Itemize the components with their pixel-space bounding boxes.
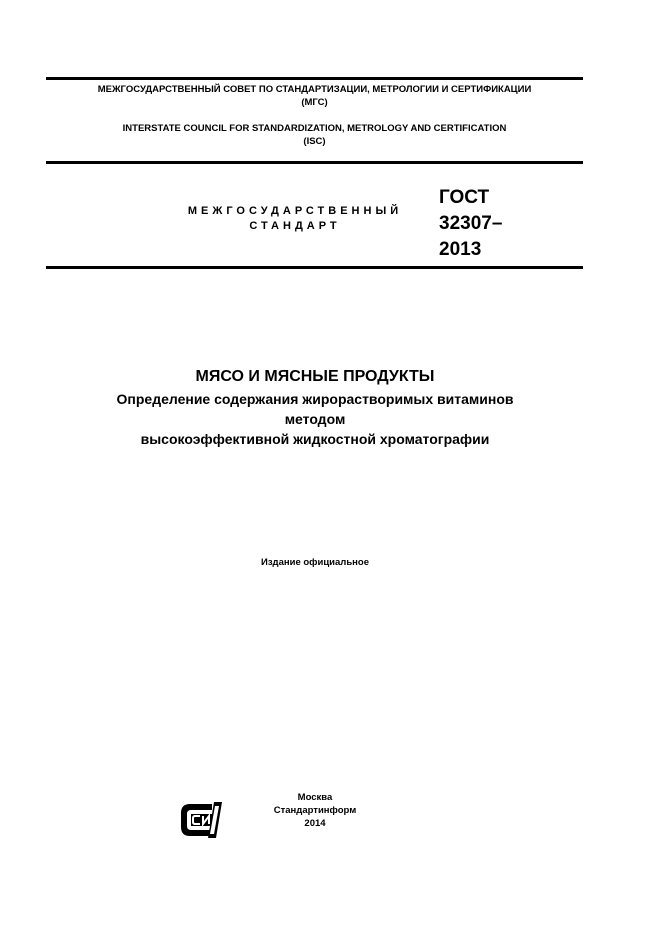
council-abbr-ru: (МГС) bbox=[301, 97, 328, 108]
council-abbr-en: (ISC) bbox=[303, 136, 326, 147]
document-title: МЯСО И МЯСНЫЕ ПРОДУКТЫ bbox=[195, 368, 435, 385]
council-name-en: INTERSTATE COUNCIL FOR STANDARDIZATION, METROLOGY AND CERTIFICATION bbox=[122, 123, 507, 134]
publisher-name: Стандартинформ bbox=[273, 805, 357, 816]
header-divider-rule bbox=[46, 161, 583, 164]
document-subtitle-line2: методом bbox=[284, 411, 346, 427]
council-name-ru: МЕЖГОСУДАРСТВЕННЫЙ СОВЕТ ПО СТАНДАРТИЗАЦИИ, МЕТРОЛОГИИ И СЕРТИФИКАЦИИ bbox=[97, 84, 532, 95]
top-rule bbox=[46, 77, 583, 80]
standard-kind-line2: СТАНДАРТ bbox=[249, 220, 341, 232]
gost-number: 32307– bbox=[439, 213, 503, 234]
standard-kind-line1: МЕЖГОСУДАРСТВЕННЫЙ bbox=[187, 205, 403, 217]
publisher-city: Москва bbox=[297, 792, 333, 803]
standard-divider-rule bbox=[46, 266, 583, 269]
gost-label: ГОСТ bbox=[439, 187, 490, 208]
edition-note: Издание официальное bbox=[261, 557, 369, 568]
document-subtitle-line3: высокоэффективной жидкостной хроматографии bbox=[140, 431, 490, 447]
document-subtitle-line1: Определение содержания жирорастворимых витаминов bbox=[116, 391, 514, 407]
standartinform-logo-icon bbox=[178, 800, 230, 840]
publication-year: 2014 bbox=[304, 818, 326, 829]
gost-year: 2013 bbox=[439, 239, 482, 260]
